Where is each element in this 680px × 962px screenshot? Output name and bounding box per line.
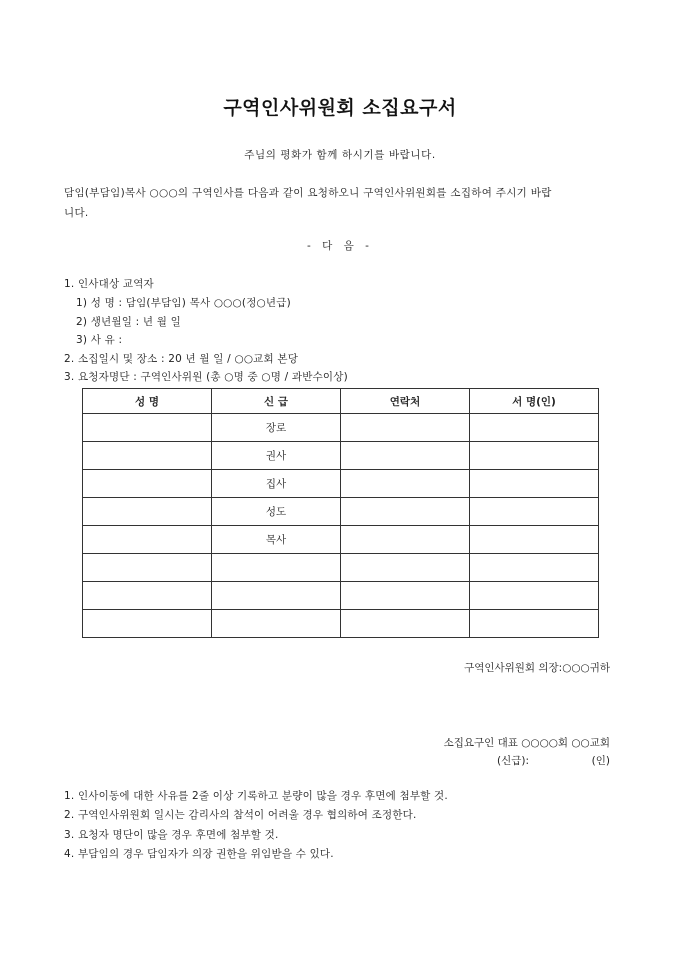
- seal-mark: (인): [591, 755, 610, 767]
- note-item: 4. 부담임의 경우 담임자가 의장 권한을 위임받을 수 있다.: [64, 847, 334, 860]
- header-rank: 신 급: [212, 389, 341, 414]
- document-title: 구역인사위원회 소집요구서: [223, 97, 457, 119]
- table-row: [83, 554, 599, 582]
- cell-name[interactable]: [83, 498, 212, 526]
- requester-representative: 소집요구인 대표 ○○○○회 ○○교회: [443, 737, 610, 749]
- cell-rank[interactable]: [212, 554, 341, 582]
- cell-rank: 성도: [212, 498, 341, 526]
- requester-table: [82, 388, 599, 638]
- addressee-line: 구역인사위원회 의장:○○○귀하: [464, 662, 610, 674]
- cell-signature[interactable]: [470, 526, 599, 554]
- requester-rank-label: (신급):: [497, 755, 530, 767]
- table-row: [83, 442, 599, 470]
- da-eum-heading: - 다 음 -: [307, 240, 373, 252]
- cell-contact[interactable]: [341, 526, 470, 554]
- section-2-schedule: 2. 소집일시 및 장소 : 20 년 월 일 / ○○교회 본당: [64, 353, 299, 365]
- cell-signature[interactable]: [470, 582, 599, 610]
- cell-name[interactable]: [83, 610, 212, 638]
- cell-rank[interactable]: [212, 610, 341, 638]
- table-header-row: [83, 389, 599, 414]
- table-row: [83, 610, 599, 638]
- cell-name[interactable]: [83, 442, 212, 470]
- note-item: 1. 인사이동에 대한 사유를 2줄 이상 기록하고 분량이 많을 경우 후면에 첨부할 것.: [64, 790, 448, 802]
- section-1-item-name: 1) 성 명 : 담임(부담임) 목사 ○○○(정○년급): [76, 297, 291, 309]
- header-signature: 서 명(인): [470, 389, 599, 414]
- cell-signature[interactable]: [470, 442, 599, 470]
- table-row: [83, 414, 599, 442]
- cell-name[interactable]: [83, 554, 212, 582]
- table-row: [83, 526, 599, 554]
- table-row: [83, 582, 599, 610]
- cell-signature[interactable]: [470, 554, 599, 582]
- cell-signature[interactable]: [470, 610, 599, 638]
- note-item: 2. 구역인사위원회 일시는 감리사의 참석이 어려울 경우 협의하여 조정한다.: [64, 809, 417, 822]
- cell-contact[interactable]: [341, 442, 470, 470]
- section-1-heading: 1. 인사대상 교역자: [64, 278, 154, 290]
- cell-name[interactable]: [83, 414, 212, 442]
- table-row: [83, 498, 599, 526]
- cell-contact[interactable]: [341, 582, 470, 610]
- cell-rank: 집사: [212, 470, 341, 498]
- request-line-2: 니다.: [64, 207, 89, 219]
- greeting-text: 주님의 평화가 함께 하시기를 바랍니다.: [244, 149, 436, 161]
- cell-signature[interactable]: [470, 414, 599, 442]
- cell-contact[interactable]: [341, 498, 470, 526]
- cell-contact[interactable]: [341, 414, 470, 442]
- cell-rank: 목사: [212, 526, 341, 554]
- cell-name[interactable]: [83, 526, 212, 554]
- notes-list: [64, 787, 448, 864]
- table-row: [83, 470, 599, 498]
- cell-signature[interactable]: [470, 498, 599, 526]
- header-name: 성 명: [83, 389, 212, 414]
- cell-rank[interactable]: [212, 582, 341, 610]
- cell-name[interactable]: [83, 582, 212, 610]
- cell-name[interactable]: [83, 470, 212, 498]
- cell-contact[interactable]: [341, 554, 470, 582]
- note-item: 3. 요청자 명단이 많을 경우 후면에 첨부할 것.: [64, 828, 279, 841]
- cell-signature[interactable]: [470, 470, 599, 498]
- cell-contact[interactable]: [341, 610, 470, 638]
- request-line-1: 담임(부담임)목사 ○○○의 구역인사를 다음과 같이 요청하오니 구역인사위원회를 소집하여 주시기 바랍: [64, 187, 552, 199]
- section-1-item-reason: 3) 사 유 :: [76, 334, 123, 346]
- request-paragraph: [64, 183, 624, 223]
- cell-contact[interactable]: [341, 470, 470, 498]
- cell-rank: 권사: [212, 442, 341, 470]
- section-1-item-birthdate: 2) 생년월일 : 년 월 일: [76, 316, 182, 328]
- cell-rank: 장로: [212, 414, 341, 442]
- section-3-requesters: 3. 요청자명단 : 구역인사위원 (총 ○명 중 ○명 / 과반수이상): [64, 371, 348, 383]
- header-contact: 연락처: [341, 389, 470, 414]
